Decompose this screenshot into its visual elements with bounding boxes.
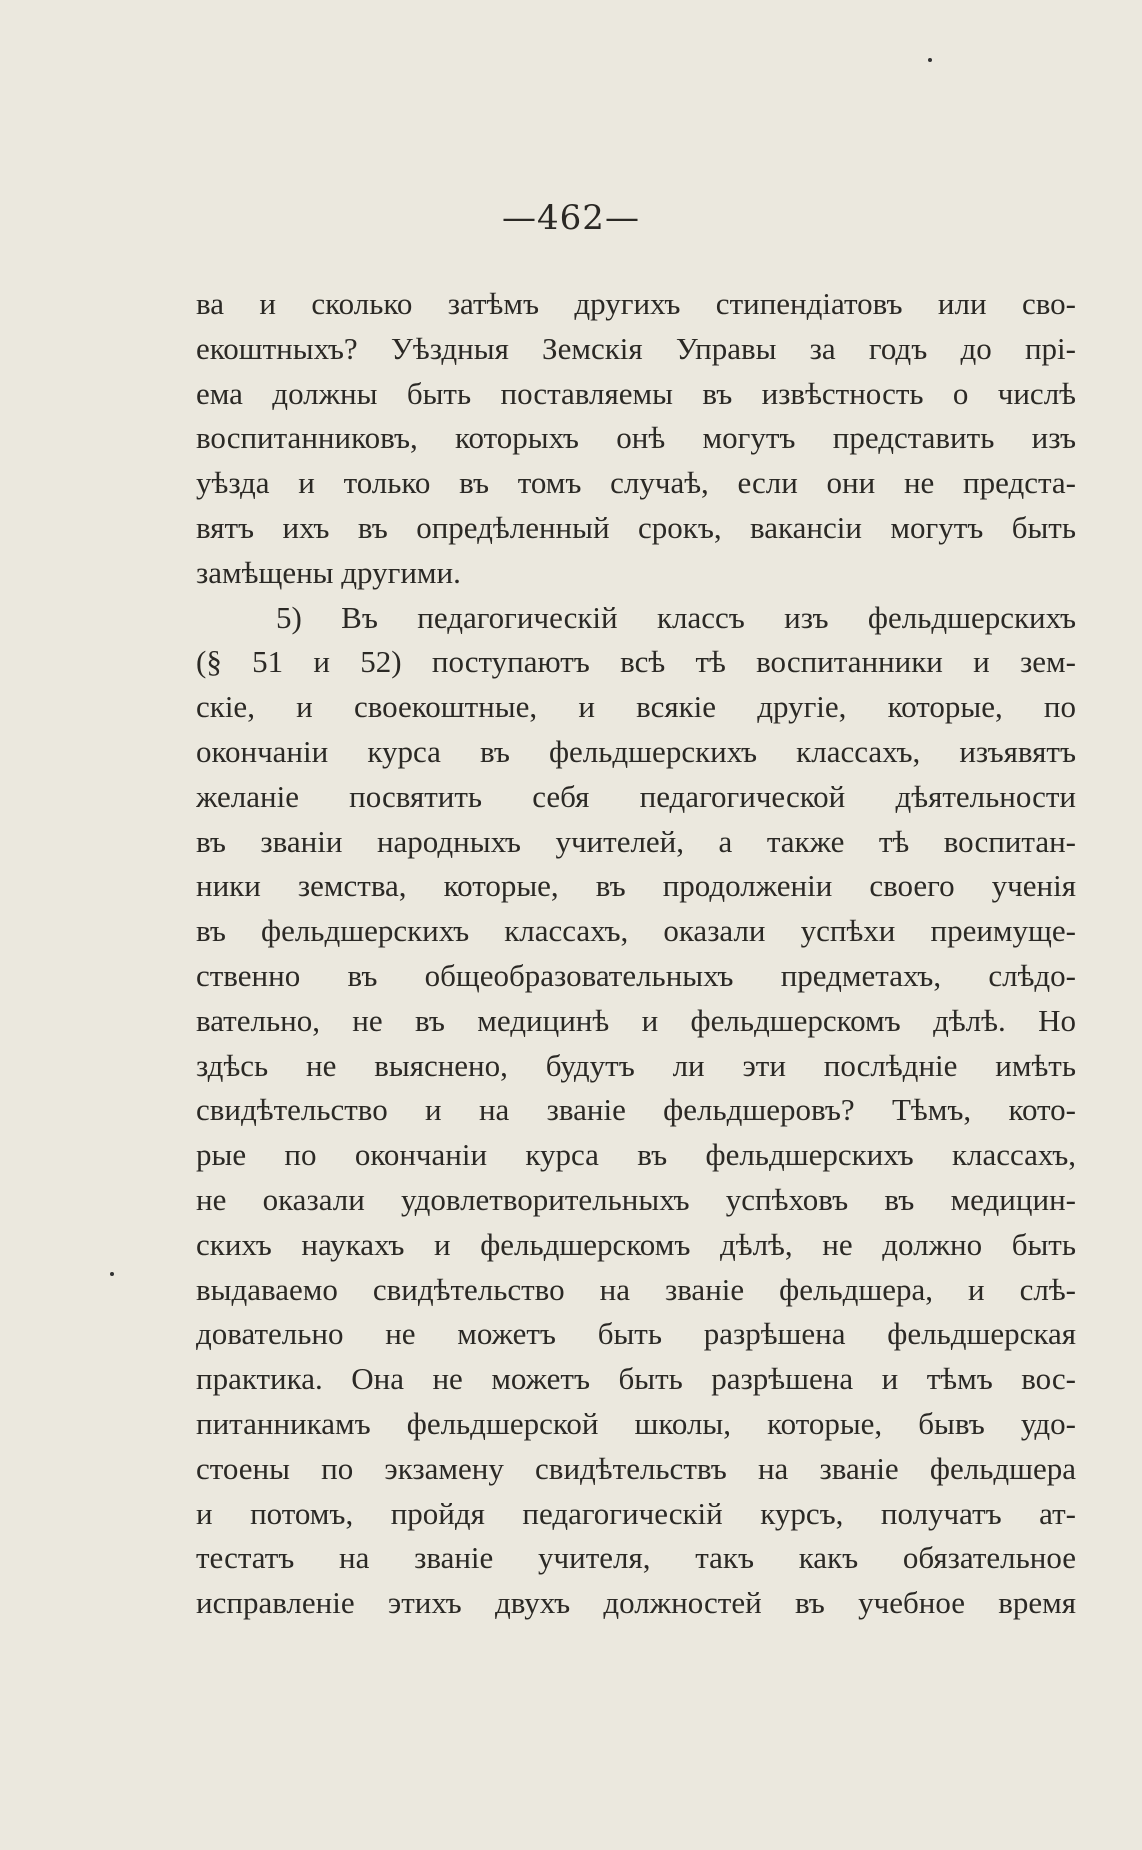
body-text xyxy=(196,282,1076,1626)
text-line: окончаніи курса въ фельдшерскихъ классахъ, изъявятъ xyxy=(196,733,1076,769)
text-line: стоены по экзамену свидѣтельствъ на званіе фельдшера xyxy=(196,1450,1076,1486)
text-line: рые по окончаніи курса въ фельдшерскихъ классахъ, xyxy=(196,1137,1076,1173)
text-line: ственно въ общеобразовательныхъ предметахъ, слѣдо- xyxy=(196,957,1076,993)
text-line: уѣзда и только въ томъ случаѣ, если они не предста- xyxy=(196,465,1076,501)
text-line: скіе, и своекоштные, и всякіе другіе, которые, по xyxy=(196,689,1076,725)
text-line: вятъ ихъ въ опредѣленный срокъ, вакансіи могутъ быть xyxy=(196,509,1076,545)
text-line: выдаваемо свидѣтельство на званіе фельдшера, и слѣ- xyxy=(196,1271,1076,1307)
text-line: здѣсь не выяснено, будутъ ли эти послѣдніе имѣть xyxy=(196,1047,1076,1083)
text-line: замѣщены другими. xyxy=(196,554,461,590)
text-line: ники земства, которые, въ продолженіи своего ученія xyxy=(196,868,1076,904)
page-number: —462— xyxy=(502,198,640,238)
text-line: ва и сколько затѣмъ другихъ стипендіатовъ или сво- xyxy=(196,286,1076,321)
text-line: желаніе посвятить себя педагогической дѣятельности xyxy=(196,778,1076,814)
text-line: питанникамъ фельдшерской школы, которые, бывъ удо- xyxy=(196,1405,1076,1441)
text-line: ема должны быть поставляемы въ извѣстность о числѣ xyxy=(196,375,1076,411)
text-line: практика. Она не можетъ быть разрѣшена и тѣмъ вос- xyxy=(196,1361,1076,1397)
paper-speck xyxy=(110,1272,114,1276)
text-line: тестатъ на званіе учителя, такъ какъ обязательное xyxy=(196,1540,1076,1576)
text-line: и потомъ, пройдя педагогическій курсъ, получатъ ат- xyxy=(196,1495,1076,1531)
text-line: вательно, не въ медицинѣ и фельдшерскомъ дѣлѣ. Но xyxy=(196,1002,1076,1038)
text-line: въ фельдшерскихъ классахъ, оказали успѣхи преимуще- xyxy=(196,913,1076,949)
text-line: (§ 51 и 52) поступаютъ всѣ тѣ воспитанники и зем- xyxy=(196,644,1076,680)
text-line: не оказали удовлетворительныхъ успѣховъ въ медицин- xyxy=(196,1181,1076,1217)
text-line: исправленіе этихъ двухъ должностей въ учебное время xyxy=(196,1585,1076,1621)
text-line: екоштныхъ? Уѣздныя Земскія Управы за годъ до прі- xyxy=(196,330,1076,366)
text-line: 5) Въ педагогическій классъ изъ фельдшерскихъ xyxy=(276,599,1076,635)
text-line: довательно не можетъ быть разрѣшена фельдшерская xyxy=(196,1316,1076,1352)
text-line: скихъ наукахъ и фельдшерскомъ дѣлѣ, не должно быть xyxy=(196,1226,1076,1262)
text-line: въ званіи народныхъ учителей, а также тѣ воспитан- xyxy=(196,823,1076,859)
paper-speck xyxy=(928,58,932,62)
text-line: воспитанниковъ, которыхъ онѣ могутъ представить изъ xyxy=(196,420,1076,456)
text-line: свидѣтельство и на званіе фельдшеровъ? Тѣмъ, кото- xyxy=(196,1092,1076,1128)
